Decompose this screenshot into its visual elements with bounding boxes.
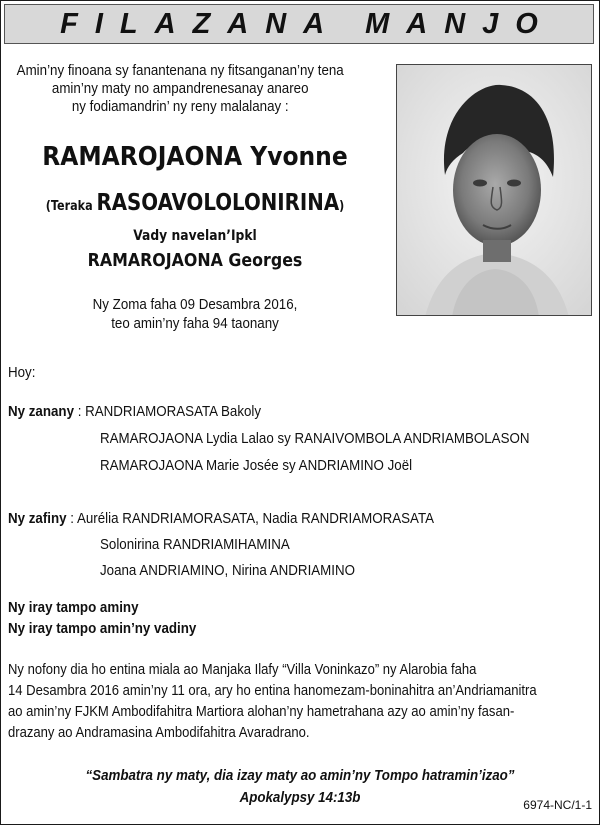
maiden-prefix: (Teraka bbox=[45, 199, 97, 214]
bible-verse-reference: Apokalypsy 14:13b bbox=[239, 790, 361, 806]
hoy-label: Hoy: bbox=[8, 365, 36, 381]
child-entry: RAMAROJAONA Lydia Lalao sy RANAIVOMBOLA ANDRIAMBOLASON bbox=[100, 431, 530, 447]
intro-line: amin’ny maty no ampandrenesanay anareo bbox=[51, 81, 309, 97]
intro-line: ny fodiamandrin’ ny reny malalanay : bbox=[71, 99, 289, 115]
funeral-line: ao amin’ny FJKM Ambodifahitra Martiora alohan’ny hametrahana azy ao amin’ny fasan- bbox=[8, 704, 515, 720]
grandchild-entry: Aurélia RANDRIAMORASATA, Nadia RANDRIAMORASATA bbox=[76, 511, 435, 527]
grandchild-entry: Solonirina RANDRIAMIHAMINA bbox=[100, 537, 290, 553]
ad-reference-code: 6974-NC/1-1 bbox=[523, 798, 592, 812]
child-entry: RAMAROJAONA Marie Josée sy ANDRIAMINO Joël bbox=[100, 458, 413, 474]
spouse-siblings-line: Ny iray tampo amin’ny vadiny bbox=[8, 621, 197, 637]
intro-text bbox=[10, 62, 350, 116]
portrait-photo bbox=[396, 64, 592, 316]
spouse-title: Vady navelan’Ipkl bbox=[133, 228, 257, 244]
children-first-row bbox=[8, 404, 261, 420]
deceased-name: RAMAROJAONA Yvonne bbox=[42, 142, 348, 172]
children-label: Ny zanany bbox=[8, 404, 74, 420]
notice-header bbox=[4, 4, 594, 44]
bible-quote: “Sambatra ny maty, dia izay maty ao amin’ny Tompo hatramin’izao” bbox=[85, 768, 515, 784]
grandchild-entry: Joana ANDRIAMINO, Nirina ANDRIAMINO bbox=[100, 563, 356, 579]
notice-title: FILAZANA MANJO bbox=[60, 7, 555, 40]
grandchildren-first-row bbox=[8, 511, 434, 527]
child-entry: RANDRIAMORASATA Bakoly bbox=[85, 404, 262, 420]
siblings-line: Ny iray tampo aminy bbox=[8, 600, 139, 616]
spouse-name: RAMAROJAONA Georges bbox=[87, 250, 303, 271]
intro-line: Amin’ny finoana sy fanantenana ny fitsanganan’ny tena bbox=[16, 63, 344, 79]
funeral-line: drazany ao Andramasina Ambodifahitra Avaradrano. bbox=[8, 725, 310, 741]
maiden-name-line bbox=[36, 190, 354, 216]
grandchildren-separator: : bbox=[66, 511, 77, 527]
maiden-name: RASOAVOLOLONIRINA bbox=[96, 190, 340, 216]
grandchildren-label: Ny zafiny bbox=[8, 511, 67, 527]
funeral-line: Ny nofony dia ho entina miala ao Manjaka Ilafy “Villa Voninkazo” ny Alarobia faha bbox=[8, 662, 477, 678]
death-line: Ny Zoma faha 09 Desambra 2016, bbox=[92, 297, 298, 313]
funeral-paragraph bbox=[8, 660, 593, 744]
portrait-photo-icon bbox=[397, 65, 592, 316]
maiden-suffix: ) bbox=[339, 199, 345, 214]
children-separator: : bbox=[73, 404, 86, 420]
death-date bbox=[25, 296, 365, 334]
death-line: teo amin’ny faha 94 taonany bbox=[111, 316, 279, 332]
funeral-line: 14 Desambra 2016 amin’ny 11 ora, ary ho entina hanomezam-boninahitra an’Andriamanitra bbox=[8, 683, 537, 699]
